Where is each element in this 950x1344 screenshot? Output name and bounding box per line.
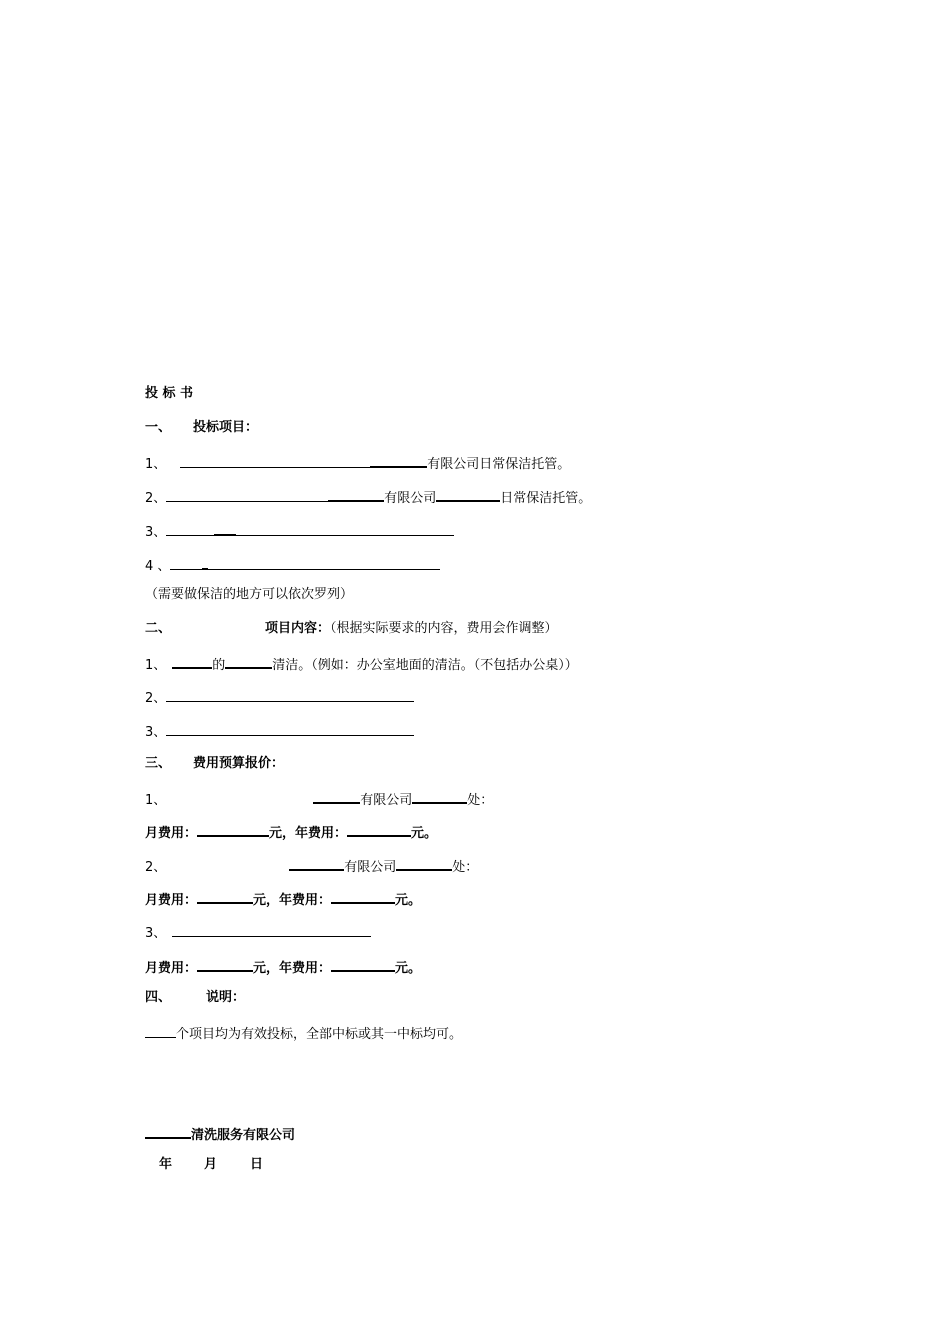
blank-field[interactable] bbox=[197, 822, 269, 837]
date-month: 月 bbox=[204, 1157, 218, 1172]
section-3-number: 三、 bbox=[145, 756, 172, 771]
section-3-title: 费用预算报价： bbox=[193, 756, 285, 771]
blank-field[interactable] bbox=[225, 654, 272, 669]
blank-field[interactable] bbox=[172, 654, 212, 669]
date-year: 年 bbox=[159, 1157, 173, 1172]
blank-field[interactable] bbox=[370, 453, 427, 468]
section-4-title: 说明： bbox=[206, 990, 246, 1005]
section-1-heading bbox=[145, 420, 258, 436]
section-4-heading bbox=[145, 990, 245, 1006]
quote-fee-3: 月费用： 元，年费用： 元。 bbox=[145, 957, 421, 977]
bid-item-1: 1、 有限公司日常保洁托管。 bbox=[145, 453, 570, 473]
blank-field[interactable] bbox=[172, 923, 371, 937]
quote-fee-2: 月费用： 元，年费用： 元。 bbox=[145, 889, 421, 909]
bid-items-note: （需要做保洁的地方可以依次罗列） bbox=[145, 587, 354, 602]
content-item-2: 2、 bbox=[145, 688, 414, 707]
content-item-1: 1、 的 清洁。（例如：办公室地面的清洁。（不包括办公桌）） bbox=[145, 654, 578, 674]
blank-field[interactable] bbox=[166, 688, 414, 702]
section-3-heading bbox=[145, 756, 284, 772]
blank-field[interactable] bbox=[166, 722, 414, 736]
blank-field[interactable] bbox=[328, 487, 384, 502]
blank-field[interactable] bbox=[208, 556, 440, 570]
blank-field[interactable] bbox=[166, 488, 328, 502]
quote-item-1: 1、 有限公司 处： bbox=[145, 789, 493, 809]
section-2-note: （根据实际要求的内容，费用会作调整） bbox=[330, 621, 558, 636]
bid-item-4: 4 、 bbox=[145, 555, 440, 575]
blank-field[interactable] bbox=[166, 522, 214, 536]
blank-field[interactable] bbox=[396, 856, 452, 871]
blank-field[interactable] bbox=[197, 889, 253, 904]
quote-item-2: 2、 有限公司 处： bbox=[145, 856, 478, 876]
section-1-title: 投标项目： bbox=[193, 420, 259, 435]
quote-item-3: 3、 bbox=[145, 923, 371, 942]
blank-field[interactable] bbox=[436, 487, 500, 502]
blank-field[interactable] bbox=[197, 957, 253, 972]
section-1-number: 一、 bbox=[145, 420, 172, 435]
section-4-number: 四、 bbox=[145, 990, 172, 1005]
document-title: 投 标 书 bbox=[145, 386, 194, 401]
blank-field[interactable] bbox=[180, 454, 370, 468]
blank-field[interactable] bbox=[236, 522, 454, 536]
blank-field[interactable] bbox=[145, 1124, 191, 1139]
blank-field[interactable] bbox=[289, 856, 344, 871]
blank-field[interactable] bbox=[331, 957, 395, 972]
section-2-number: 二、 bbox=[145, 621, 172, 636]
blank-field[interactable] bbox=[347, 822, 411, 837]
blank-field[interactable] bbox=[145, 1024, 176, 1038]
date-day: 日 bbox=[250, 1157, 264, 1172]
blank-field[interactable] bbox=[214, 521, 236, 536]
bid-item-3: 3、 bbox=[145, 521, 454, 541]
blank-field[interactable] bbox=[313, 789, 360, 804]
blank-field[interactable] bbox=[331, 889, 395, 904]
quote-fee-1: 月费用： 元，年费用： 元。 bbox=[145, 822, 437, 842]
signature-company: 清洗服务有限公司 bbox=[145, 1124, 295, 1144]
explanation-text: 个项目均为有效投标，全部中标或其一中标均可。 bbox=[145, 1024, 462, 1043]
signature-date bbox=[159, 1157, 263, 1173]
content-item-3: 3、 bbox=[145, 722, 414, 741]
section-2-heading bbox=[145, 621, 558, 637]
blank-field[interactable] bbox=[170, 556, 202, 570]
blank-field[interactable] bbox=[412, 789, 467, 804]
section-2-title: 项目内容： bbox=[265, 621, 331, 636]
bid-item-2: 2、 有限公司 日常保洁托管。 bbox=[145, 487, 591, 507]
